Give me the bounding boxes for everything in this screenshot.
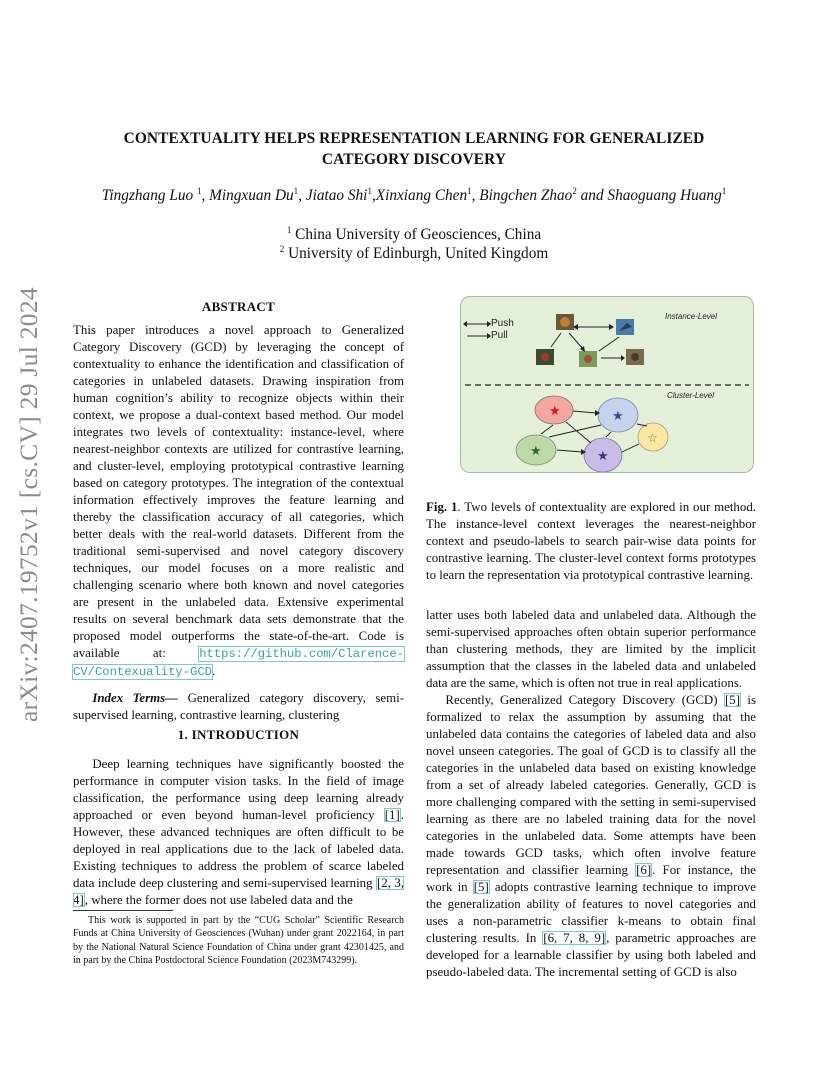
body-text: adopts contrastive learning technique to improve the generalization ability of features to novel categories and uses a non-parametric classifier k-means to obtain final clustering results. In <box>426 880 756 945</box>
code-link[interactable]: https://github.com/Clarence-CV/Contexuality-GCD <box>73 647 404 679</box>
intro-text: , where the former does not use labeled data and the <box>84 893 353 907</box>
cluster-level-label: Cluster-Level <box>667 391 714 400</box>
author-name: Tingzhang Luo <box>101 187 194 205</box>
intro-paragraph <box>73 756 404 909</box>
affil-mark: 2 <box>572 186 577 196</box>
intro-heading: 1. INTRODUCTION <box>177 727 300 742</box>
citation[interactable]: [6, 7, 8, 9] <box>543 931 606 945</box>
svg-text:★: ★ <box>530 443 542 458</box>
affiliation-2 <box>60 244 768 263</box>
push-label: Push <box>491 318 514 329</box>
author-name: Bingchen Zhao <box>479 187 573 205</box>
pull-label: Pull <box>491 330 508 341</box>
figure-caption <box>426 499 756 584</box>
author-list: Tingzhang Luo $^1$, Mingxuan Du$^1$, Jiatao Shi$^1$,Xinxiang Chen$^1$, Bingchen Zhao$^2$ and Shaoguang Huang$^1$ <box>101 186 727 205</box>
index-terms-text: Generalized category discovery, semi-supervised learning, contrastive learning, clustering <box>73 691 404 722</box>
citation[interactable]: [2, 3, 4] <box>73 876 404 907</box>
body-text: Recently, Generalized Category Discovery (GCD) <box>445 693 724 707</box>
caption-label: Fig. 1 <box>426 500 458 514</box>
right-column-text <box>426 607 756 981</box>
figure-1 <box>460 296 754 473</box>
author-name: Shaoguang Huang <box>607 187 722 205</box>
affil-mark: 1 <box>196 186 202 196</box>
affiliation-text: China University of Geosciences, China <box>295 226 542 244</box>
intro-text: . However, these advanced techniques are often difficult to be deployed in real applications due to the lack of labeled data. Existing techniques to address the problem of scarce labeled data include deep clustering and semi-supervised learning <box>73 808 404 890</box>
affil-mark: 1 <box>293 186 299 196</box>
title-line-1: CONTEXTUALITY HELPS REPRESENTATION LEARNING FOR GENERALIZED <box>123 130 705 147</box>
period: . <box>211 664 216 678</box>
affil-mark: 1 <box>721 186 727 196</box>
author-name: Xinxiang Chen <box>375 187 468 205</box>
citation[interactable]: [5] <box>473 880 489 894</box>
instance-level-label: Instance-Level <box>665 312 718 321</box>
abstract-heading: ABSTRACT <box>201 299 276 314</box>
body-text: . For instance, the work in <box>426 863 756 894</box>
svg-text:★: ★ <box>612 408 624 423</box>
body-text: , parametric approaches are developed for a learnable classifier by using both labeled and pseudo-labeled data. The incremental setting of GCD is also <box>426 931 757 979</box>
svg-text:★: ★ <box>597 448 609 463</box>
affil-mark: 2 <box>279 244 285 254</box>
author-conjunction: and <box>580 187 604 205</box>
affil-mark: 1 <box>467 186 472 196</box>
affiliation-1 <box>60 225 768 244</box>
svg-text:☆: ☆ <box>647 431 658 445</box>
intro-text: Deep learning techniques have significantly boosted the performance in computer vision tasks. In the field of image classification, the performance using deep learning already approached or even beyond human-level proficiency <box>73 757 404 822</box>
footnote-rule <box>73 910 173 911</box>
caption-text: . Two levels of contextuality are explored in our method. The instance-level context leverages the nearest-neighbor context and pseudo-labels to search pair-wise data points for contrastive learning. The cluster-level context forms prototypes to learn the representation via prototypical contrastive learning. <box>426 500 756 582</box>
abstract-text: This paper introduces a novel approach to Generalized Category Discovery (GCD) by leveraging the concept of contextuality to enhance the identification and classification of categories in unlabeled datasets. Drawing inspiration from human cognition’s ability to recognize objects within their context, we propose a dual-context based method. Our model integrates two levels of contextuality: instance-level, where nearest-neighbor contexts are utilized for contrastive learning, and cluster-level, employing prototypical contrastive learning based on category prototypes. The integration of the contextual information effectively improves the feature learning and thereby the classification accuracy of all categories, which better deals with the real-world datasets. Different from the traditional semi-supervised and novel category discovery techniques, our model focuses on a more realistic and challenging scenario where both known and novel categories are present in the unlabeled data. Extensive experimental results on several benchmark data sets demonstrate that the proposed model outperforms the state-of-the-art. Code is available at: <box>73 323 404 660</box>
author-name: Jiatao Shi <box>305 187 368 205</box>
paragraph: latter uses both labeled data and unlabeled data. Although the semi-supervised approaches often obtain superior performance than clustering methods, they are limited by the implicit assumption that the classes in the labeled data and unlabeled data are the same, which is often not true in real applications. <box>426 608 756 690</box>
index-terms-label: Index Terms— <box>92 691 179 705</box>
citation[interactable]: [5] <box>724 693 740 707</box>
citation[interactable]: [1] <box>384 808 400 822</box>
svg-text:★: ★ <box>549 403 561 418</box>
citation[interactable]: [6] <box>636 863 652 877</box>
paragraph <box>426 692 756 981</box>
footnote: This work is supported in part by the “CUG Scholar” Scientific Research Funds at China University of Geosciences (Wuhan) under grant 2022164, in part by the National Natural Science Foundation of China under grant 42301425, and in part by the China Postdoctoral Science Foundation (2023M743299). <box>73 915 404 966</box>
affil-mark: 1 <box>367 186 372 196</box>
body-text: is formalized to relax the assumption by assuming that the unlabeled data contains the categories of labeled data and also novel unseen categories. The goal of GCD is to classify all the categories in the unlabeled data based on existing knowledge from a set of already labeled categories. Generally, GCD is more challenging compared with the setting in semi-supervised learning as there are no labeled training data for the novel categories in the unlabeled data. Some attempts have been made towards GCD tasks, which often involve feature representation and classifier learning <box>426 693 757 877</box>
affil-mark: 1 <box>286 225 292 235</box>
abstract-body <box>73 322 404 724</box>
title-line-2: CATEGORY DISCOVERY <box>321 151 507 168</box>
paper-title <box>60 128 768 170</box>
affiliation-text: University of Edinburgh, United Kingdom <box>288 245 549 263</box>
arxiv-identifier: arXiv:2407.19752v1 [cs.CV] 29 Jul 2024 <box>14 287 43 722</box>
author-name: Mingxuan Du <box>209 187 294 205</box>
